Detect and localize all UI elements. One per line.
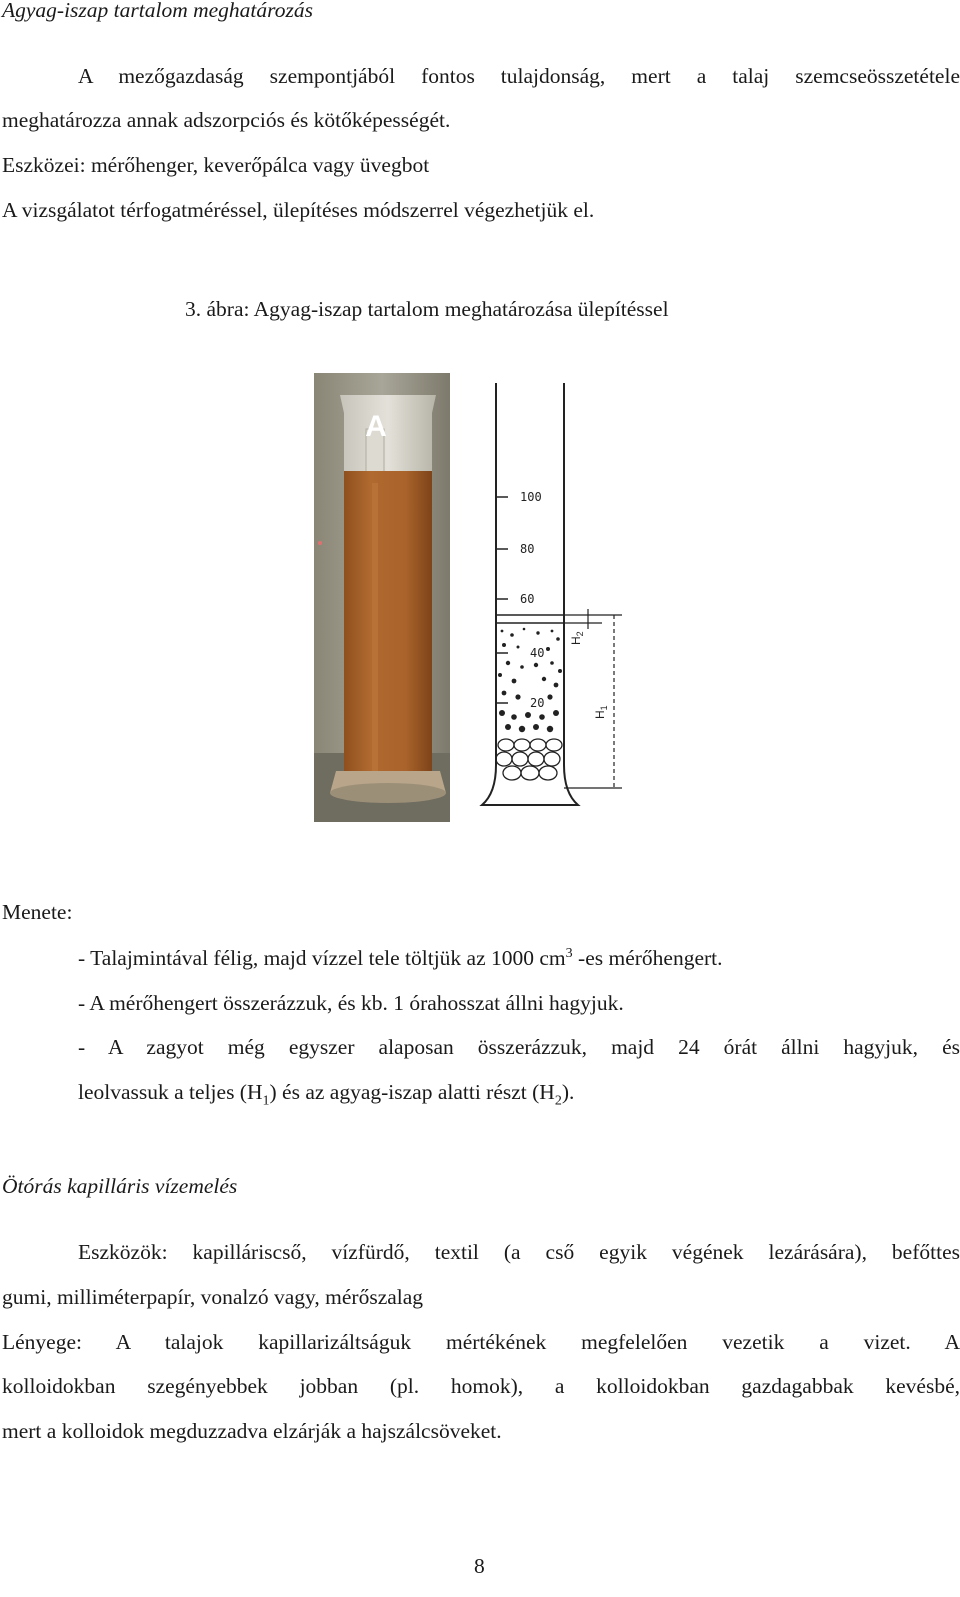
cylinder-photo	[314, 373, 450, 822]
sedimentation-diagram	[452, 373, 647, 822]
paragraph-line: Lényege: A talajok kapillarizáltságuk mértékének megfelelően vezetik a vizet. A	[2, 1330, 960, 1354]
procedure-step-3-line2: leolvassuk a teljes $(H_1)$ és az agyag-iszap alatti részt $(H_2)$.	[78, 1080, 575, 1109]
page-number: 8	[474, 1554, 485, 1578]
procedure-step-2: - A mérőhengert összerázzuk, és kb. 1 órahosszat állni hagyjuk.	[78, 991, 624, 1015]
scale-label-80: 80	[520, 542, 535, 556]
paragraph-line: meghatározza annak adszorpciós és kötőképességét.	[2, 108, 451, 132]
method-line: A vizsgálatot térfogatméréssel, ülepítéses módszerrel végezhetjük el.	[2, 198, 595, 222]
tools-line: Eszközei: mérőhenger, keverőpálca vagy üvegbot	[2, 153, 430, 177]
scale-label-20: 20	[530, 696, 545, 710]
procedure-step-3-line1: - A zagyot még egyszer alaposan összerázzuk, majd 24 órát állni hagyjuk, és	[78, 1035, 960, 1059]
procedure-step-1: - Talajmintával félig, majd vízzel tele töltjük az 1000 $cm^3$ -es mérőhengert.	[78, 946, 723, 971]
paragraph-line: A mezőgazdaság szempontjából fontos tulajdonság, mert a talaj szemcseösszetétele	[78, 64, 960, 88]
figure-caption: 3. ábra: Agyag-iszap tartalom meghatározása ülepítéssel	[185, 297, 669, 321]
paragraph-line: Eszközök: kapilláriscső, vízfürdő, textil (a cső egyik végének lezárására), befőttes	[78, 1240, 960, 1264]
paragraph-line: mert a kolloidok megduzzadva elzárják a hajszálcsöveket.	[2, 1419, 502, 1443]
paragraph-line: gumi, milliméterpapír, vonalzó vagy, mérőszalag	[2, 1285, 424, 1309]
paragraph-line: kolloidokban szegényebbek jobban (pl. homok), a kolloidokban gazdagabbak kevésbé,	[2, 1374, 960, 1398]
h2-label: $H_2$	[569, 631, 585, 645]
procedure-heading: Menete:	[2, 900, 73, 924]
scale-label-60: 60	[520, 592, 535, 606]
section-heading-capillary: Ötórás kapilláris vízemelés	[2, 1174, 238, 1198]
scale-label-100: 100	[520, 490, 542, 504]
section-heading-clay-silt: Agyag-iszap tartalom meghatározás	[2, 0, 313, 22]
photo-label: A	[365, 410, 387, 443]
h1-label: $H_1$	[593, 705, 609, 719]
scale-label-40: 40	[530, 646, 545, 660]
